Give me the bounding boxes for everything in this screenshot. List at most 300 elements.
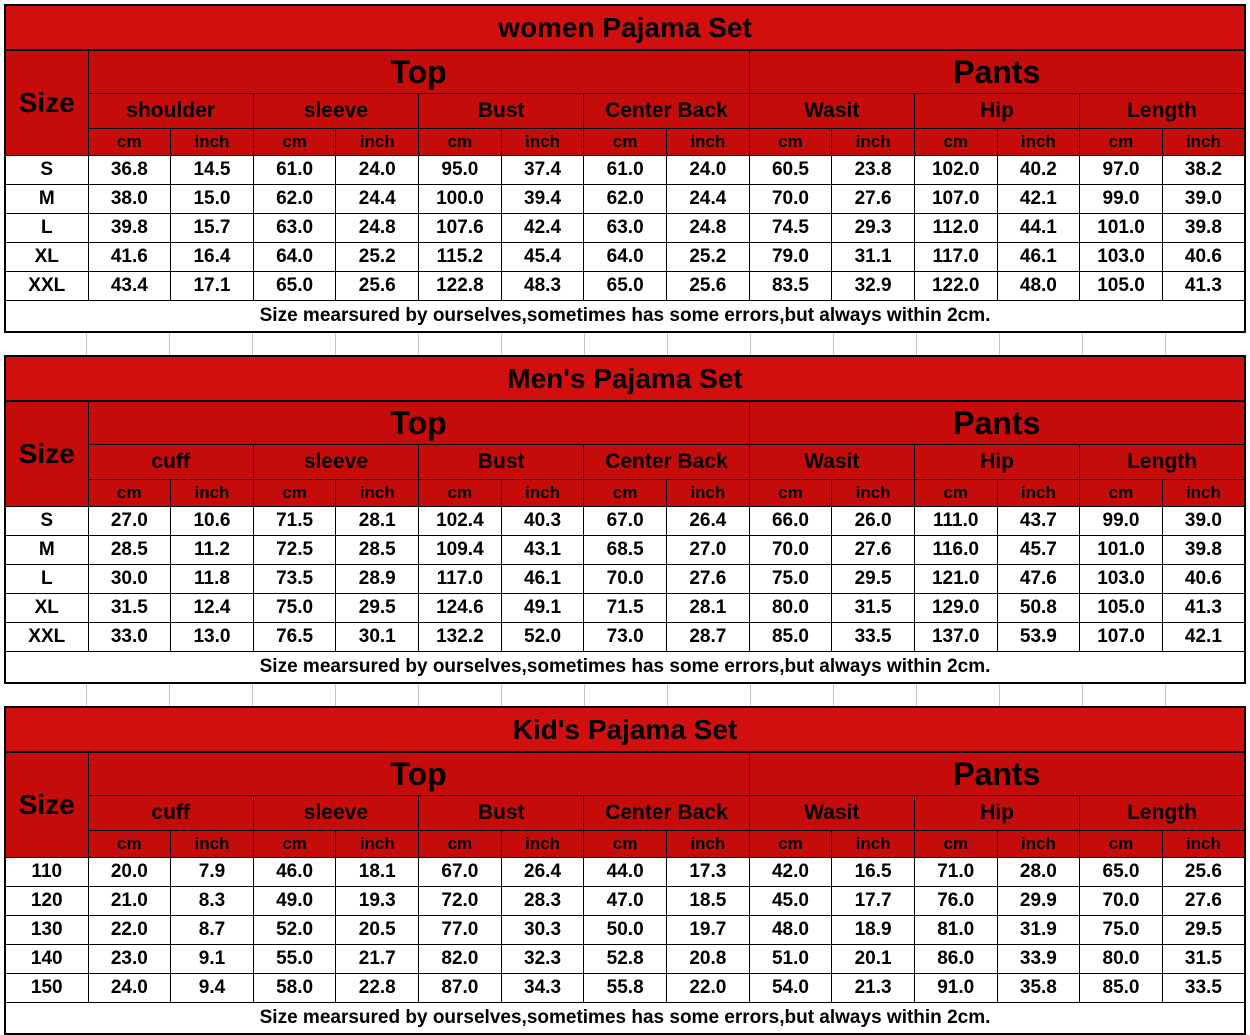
value-cell: 31.5	[88, 594, 171, 623]
value-cell: 41.3	[1162, 272, 1245, 301]
size-column-header: Size	[5, 50, 88, 156]
value-cell: 70.0	[1080, 887, 1163, 916]
value-cell: 27.6	[832, 536, 915, 565]
value-cell: 19.7	[666, 916, 749, 945]
column-header-length: Length	[1080, 445, 1245, 480]
value-cell: 29.3	[832, 214, 915, 243]
value-cell: 55.0	[253, 945, 336, 974]
value-cell: 17.3	[666, 858, 749, 887]
value-cell: 66.0	[749, 507, 832, 536]
column-header-hip: Hip	[914, 94, 1079, 129]
size-cell: M	[5, 185, 88, 214]
unit-header-cm: cm	[88, 480, 171, 507]
size-cell: XXL	[5, 623, 88, 652]
value-cell: 18.5	[666, 887, 749, 916]
value-cell: 76.0	[914, 887, 997, 916]
value-cell: 24.0	[88, 974, 171, 1003]
table-title: women Pajama Set	[5, 5, 1245, 50]
value-cell: 40.3	[501, 507, 584, 536]
value-cell: 99.0	[1080, 507, 1163, 536]
value-cell: 73.5	[253, 565, 336, 594]
value-cell: 115.2	[419, 243, 502, 272]
footer-note: Size mearsured by ourselves,sometimes has some errors,but always within 2cm.	[5, 1003, 1245, 1035]
value-cell: 111.0	[914, 507, 997, 536]
value-cell: 129.0	[914, 594, 997, 623]
value-cell: 38.0	[88, 185, 171, 214]
value-cell: 28.5	[336, 536, 419, 565]
value-cell: 70.0	[584, 565, 667, 594]
value-cell: 23.8	[832, 156, 915, 185]
footer-note: Size mearsured by ourselves,sometimes has some errors,but always within 2cm.	[5, 652, 1245, 684]
unit-header-cm: cm	[1080, 831, 1163, 858]
value-cell: 15.0	[171, 185, 254, 214]
value-cell: 29.5	[336, 594, 419, 623]
value-cell: 25.6	[336, 272, 419, 301]
value-cell: 28.3	[501, 887, 584, 916]
value-cell: 43.4	[88, 272, 171, 301]
value-cell: 40.6	[1162, 243, 1245, 272]
value-cell: 18.1	[336, 858, 419, 887]
value-cell: 58.0	[253, 974, 336, 1003]
value-cell: 22.0	[666, 974, 749, 1003]
unit-header-inch: inch	[336, 129, 419, 156]
value-cell: 28.1	[666, 594, 749, 623]
value-cell: 101.0	[1080, 214, 1163, 243]
unit-header-cm: cm	[914, 480, 997, 507]
unit-header-inch: inch	[501, 480, 584, 507]
value-cell: 33.0	[88, 623, 171, 652]
value-cell: 63.0	[584, 214, 667, 243]
value-cell: 26.0	[832, 507, 915, 536]
unit-header-cm: cm	[88, 129, 171, 156]
size-cell: M	[5, 536, 88, 565]
value-cell: 20.8	[666, 945, 749, 974]
value-cell: 16.5	[832, 858, 915, 887]
value-cell: 28.9	[336, 565, 419, 594]
value-cell: 116.0	[914, 536, 997, 565]
value-cell: 27.0	[88, 507, 171, 536]
value-cell: 24.4	[336, 185, 419, 214]
size-cell: S	[5, 507, 88, 536]
value-cell: 76.5	[253, 623, 336, 652]
value-cell: 12.4	[171, 594, 254, 623]
value-cell: 14.5	[171, 156, 254, 185]
unit-header-inch: inch	[997, 129, 1080, 156]
unit-header-inch: inch	[666, 831, 749, 858]
unit-header-inch: inch	[997, 831, 1080, 858]
value-cell: 105.0	[1080, 594, 1163, 623]
value-cell: 75.0	[1080, 916, 1163, 945]
value-cell: 70.0	[749, 536, 832, 565]
value-cell: 49.1	[501, 594, 584, 623]
value-cell: 27.0	[666, 536, 749, 565]
value-cell: 30.0	[88, 565, 171, 594]
size-cell: 130	[5, 916, 88, 945]
value-cell: 99.0	[1080, 185, 1163, 214]
value-cell: 71.0	[914, 858, 997, 887]
unit-header-cm: cm	[749, 480, 832, 507]
value-cell: 39.0	[1162, 507, 1245, 536]
value-cell: 42.0	[749, 858, 832, 887]
value-cell: 77.0	[419, 916, 502, 945]
size-cell: L	[5, 565, 88, 594]
value-cell: 16.4	[171, 243, 254, 272]
unit-header-inch: inch	[336, 480, 419, 507]
value-cell: 43.7	[997, 507, 1080, 536]
value-cell: 39.0	[1162, 185, 1245, 214]
column-header-sleeve: sleeve	[253, 796, 418, 831]
value-cell: 81.0	[914, 916, 997, 945]
top-group-header: Top	[88, 50, 749, 94]
unit-header-cm: cm	[419, 480, 502, 507]
value-cell: 36.8	[88, 156, 171, 185]
value-cell: 64.0	[253, 243, 336, 272]
value-cell: 105.0	[1080, 272, 1163, 301]
value-cell: 8.7	[171, 916, 254, 945]
value-cell: 47.6	[997, 565, 1080, 594]
table-row	[5, 945, 1245, 974]
value-cell: 22.0	[88, 916, 171, 945]
table-row	[5, 243, 1245, 272]
value-cell: 61.0	[584, 156, 667, 185]
unit-header-cm: cm	[914, 129, 997, 156]
unit-header-inch: inch	[336, 831, 419, 858]
table-row	[5, 623, 1245, 652]
value-cell: 73.0	[584, 623, 667, 652]
value-cell: 122.0	[914, 272, 997, 301]
value-cell: 24.0	[336, 156, 419, 185]
table-title: Kid's Pajama Set	[5, 707, 1245, 752]
value-cell: 60.5	[749, 156, 832, 185]
value-cell: 8.3	[171, 887, 254, 916]
value-cell: 101.0	[1080, 536, 1163, 565]
value-cell: 137.0	[914, 623, 997, 652]
value-cell: 24.4	[666, 185, 749, 214]
value-cell: 100.0	[419, 185, 502, 214]
unit-header-inch: inch	[666, 480, 749, 507]
table-row	[5, 887, 1245, 916]
table-row	[5, 214, 1245, 243]
unit-header-cm: cm	[1080, 129, 1163, 156]
value-cell: 80.0	[749, 594, 832, 623]
value-cell: 53.9	[997, 623, 1080, 652]
value-cell: 107.0	[914, 185, 997, 214]
value-cell: 103.0	[1080, 565, 1163, 594]
value-cell: 117.0	[419, 565, 502, 594]
value-cell: 21.3	[832, 974, 915, 1003]
value-cell: 11.2	[171, 536, 254, 565]
value-cell: 9.1	[171, 945, 254, 974]
value-cell: 82.0	[419, 945, 502, 974]
value-cell: 102.0	[914, 156, 997, 185]
value-cell: 85.0	[1080, 974, 1163, 1003]
value-cell: 20.5	[336, 916, 419, 945]
value-cell: 25.2	[666, 243, 749, 272]
value-cell: 28.7	[666, 623, 749, 652]
size-cell: 110	[5, 858, 88, 887]
value-cell: 29.9	[997, 887, 1080, 916]
unit-header-inch: inch	[501, 831, 584, 858]
value-cell: 30.1	[336, 623, 419, 652]
value-cell: 71.5	[584, 594, 667, 623]
unit-header-inch: inch	[1162, 480, 1245, 507]
unit-header-cm: cm	[88, 831, 171, 858]
size-table-kids	[4, 706, 1246, 1035]
value-cell: 70.0	[749, 185, 832, 214]
size-cell: 150	[5, 974, 88, 1003]
unit-header-inch: inch	[171, 831, 254, 858]
value-cell: 91.0	[914, 974, 997, 1003]
value-cell: 26.4	[501, 858, 584, 887]
value-cell: 13.0	[171, 623, 254, 652]
value-cell: 48.0	[997, 272, 1080, 301]
value-cell: 29.5	[832, 565, 915, 594]
value-cell: 39.8	[1162, 536, 1245, 565]
unit-header-inch: inch	[501, 129, 584, 156]
size-column-header: Size	[5, 752, 88, 858]
value-cell: 27.6	[832, 185, 915, 214]
value-cell: 117.0	[914, 243, 997, 272]
value-cell: 45.4	[501, 243, 584, 272]
value-cell: 42.1	[997, 185, 1080, 214]
value-cell: 46.1	[501, 565, 584, 594]
top-group-header: Top	[88, 752, 749, 796]
column-header-waist: Wasit	[749, 94, 914, 129]
footer-note: Size mearsured by ourselves,sometimes has some errors,but always within 2cm.	[5, 301, 1245, 333]
table-row	[5, 507, 1245, 536]
value-cell: 50.8	[997, 594, 1080, 623]
pants-group-header: Pants	[749, 401, 1245, 445]
value-cell: 97.0	[1080, 156, 1163, 185]
value-cell: 31.9	[997, 916, 1080, 945]
size-table-women	[4, 4, 1246, 333]
value-cell: 68.5	[584, 536, 667, 565]
value-cell: 19.3	[336, 887, 419, 916]
value-cell: 107.6	[419, 214, 502, 243]
value-cell: 43.1	[501, 536, 584, 565]
value-cell: 39.8	[1162, 214, 1245, 243]
value-cell: 28.0	[997, 858, 1080, 887]
value-cell: 87.0	[419, 974, 502, 1003]
column-header-waist: Wasit	[749, 796, 914, 831]
value-cell: 15.7	[171, 214, 254, 243]
value-cell: 40.6	[1162, 565, 1245, 594]
value-cell: 64.0	[584, 243, 667, 272]
value-cell: 71.5	[253, 507, 336, 536]
value-cell: 83.5	[749, 272, 832, 301]
value-cell: 62.0	[584, 185, 667, 214]
unit-header-inch: inch	[171, 129, 254, 156]
value-cell: 51.0	[749, 945, 832, 974]
column-header-shoulder: shoulder	[88, 94, 253, 129]
spreadsheet-gridline-gap	[4, 333, 1246, 355]
pants-group-header: Pants	[749, 752, 1245, 796]
value-cell: 61.0	[253, 156, 336, 185]
unit-header-inch: inch	[1162, 831, 1245, 858]
value-cell: 20.0	[88, 858, 171, 887]
value-cell: 75.0	[749, 565, 832, 594]
value-cell: 21.7	[336, 945, 419, 974]
value-cell: 26.4	[666, 507, 749, 536]
column-header-bust: Bust	[419, 445, 584, 480]
value-cell: 42.4	[501, 214, 584, 243]
table-row	[5, 185, 1245, 214]
value-cell: 85.0	[749, 623, 832, 652]
value-cell: 103.0	[1080, 243, 1163, 272]
column-header-hip: Hip	[914, 796, 1079, 831]
value-cell: 31.1	[832, 243, 915, 272]
value-cell: 48.0	[749, 916, 832, 945]
unit-header-cm: cm	[749, 831, 832, 858]
value-cell: 62.0	[253, 185, 336, 214]
value-cell: 25.6	[666, 272, 749, 301]
value-cell: 28.1	[336, 507, 419, 536]
value-cell: 52.0	[501, 623, 584, 652]
size-cell: 140	[5, 945, 88, 974]
value-cell: 54.0	[749, 974, 832, 1003]
value-cell: 41.6	[88, 243, 171, 272]
value-cell: 72.0	[419, 887, 502, 916]
unit-header-cm: cm	[419, 831, 502, 858]
value-cell: 33.5	[1162, 974, 1245, 1003]
value-cell: 55.8	[584, 974, 667, 1003]
value-cell: 24.8	[336, 214, 419, 243]
value-cell: 20.1	[832, 945, 915, 974]
column-header-waist: Wasit	[749, 445, 914, 480]
value-cell: 37.4	[501, 156, 584, 185]
value-cell: 132.2	[419, 623, 502, 652]
value-cell: 74.5	[749, 214, 832, 243]
value-cell: 27.6	[666, 565, 749, 594]
size-column-header: Size	[5, 401, 88, 507]
unit-header-inch: inch	[997, 480, 1080, 507]
value-cell: 38.2	[1162, 156, 1245, 185]
value-cell: 18.9	[832, 916, 915, 945]
table-body	[5, 858, 1245, 1003]
value-cell: 35.8	[997, 974, 1080, 1003]
value-cell: 33.9	[997, 945, 1080, 974]
value-cell: 65.0	[253, 272, 336, 301]
unit-header-cm: cm	[584, 831, 667, 858]
column-header-center-back: Center Back	[584, 94, 749, 129]
size-cell: L	[5, 214, 88, 243]
value-cell: 17.1	[171, 272, 254, 301]
unit-header-inch: inch	[171, 480, 254, 507]
unit-header-cm: cm	[749, 129, 832, 156]
column-header-cuff: cuff	[88, 445, 253, 480]
value-cell: 42.1	[1162, 623, 1245, 652]
unit-header-inch: inch	[832, 831, 915, 858]
column-header-hip: Hip	[914, 445, 1079, 480]
value-cell: 72.5	[253, 536, 336, 565]
table-row	[5, 156, 1245, 185]
value-cell: 40.2	[997, 156, 1080, 185]
value-cell: 52.0	[253, 916, 336, 945]
unit-header-cm: cm	[914, 831, 997, 858]
value-cell: 48.3	[501, 272, 584, 301]
value-cell: 109.4	[419, 536, 502, 565]
value-cell: 27.6	[1162, 887, 1245, 916]
value-cell: 67.0	[584, 507, 667, 536]
value-cell: 44.1	[997, 214, 1080, 243]
value-cell: 31.5	[1162, 945, 1245, 974]
size-cell: S	[5, 156, 88, 185]
table-row	[5, 916, 1245, 945]
value-cell: 17.7	[832, 887, 915, 916]
column-header-center-back: Center Back	[584, 796, 749, 831]
table-row	[5, 565, 1245, 594]
unit-header-inch: inch	[832, 480, 915, 507]
value-cell: 10.6	[171, 507, 254, 536]
value-cell: 95.0	[419, 156, 502, 185]
value-cell: 47.0	[584, 887, 667, 916]
value-cell: 28.5	[88, 536, 171, 565]
value-cell: 102.4	[419, 507, 502, 536]
top-group-header: Top	[88, 401, 749, 445]
table-row	[5, 858, 1245, 887]
unit-header-cm: cm	[253, 129, 336, 156]
column-header-bust: Bust	[419, 796, 584, 831]
value-cell: 65.0	[584, 272, 667, 301]
value-cell: 52.8	[584, 945, 667, 974]
value-cell: 39.8	[88, 214, 171, 243]
value-cell: 25.6	[1162, 858, 1245, 887]
column-header-sleeve: sleeve	[253, 94, 418, 129]
value-cell: 29.5	[1162, 916, 1245, 945]
value-cell: 30.3	[501, 916, 584, 945]
value-cell: 65.0	[1080, 858, 1163, 887]
value-cell: 33.5	[832, 623, 915, 652]
table-row	[5, 536, 1245, 565]
unit-header-cm: cm	[253, 480, 336, 507]
column-header-length: Length	[1080, 796, 1245, 831]
pants-group-header: Pants	[749, 50, 1245, 94]
size-cell: XL	[5, 594, 88, 623]
table-row	[5, 594, 1245, 623]
size-cell: 120	[5, 887, 88, 916]
value-cell: 32.3	[501, 945, 584, 974]
column-header-cuff: cuff	[88, 796, 253, 831]
column-header-sleeve: sleeve	[253, 445, 418, 480]
value-cell: 45.0	[749, 887, 832, 916]
value-cell: 67.0	[419, 858, 502, 887]
value-cell: 86.0	[914, 945, 997, 974]
column-header-center-back: Center Back	[584, 445, 749, 480]
value-cell: 21.0	[88, 887, 171, 916]
unit-header-inch: inch	[832, 129, 915, 156]
value-cell: 121.0	[914, 565, 997, 594]
value-cell: 49.0	[253, 887, 336, 916]
value-cell: 9.4	[171, 974, 254, 1003]
unit-header-cm: cm	[584, 480, 667, 507]
value-cell: 24.8	[666, 214, 749, 243]
column-header-length: Length	[1080, 94, 1245, 129]
value-cell: 41.3	[1162, 594, 1245, 623]
value-cell: 45.7	[997, 536, 1080, 565]
size-cell: XL	[5, 243, 88, 272]
value-cell: 34.3	[501, 974, 584, 1003]
value-cell: 32.9	[832, 272, 915, 301]
unit-header-cm: cm	[419, 129, 502, 156]
value-cell: 46.0	[253, 858, 336, 887]
value-cell: 46.1	[997, 243, 1080, 272]
value-cell: 23.0	[88, 945, 171, 974]
value-cell: 112.0	[914, 214, 997, 243]
value-cell: 75.0	[253, 594, 336, 623]
value-cell: 39.4	[501, 185, 584, 214]
value-cell: 80.0	[1080, 945, 1163, 974]
size-cell: XXL	[5, 272, 88, 301]
